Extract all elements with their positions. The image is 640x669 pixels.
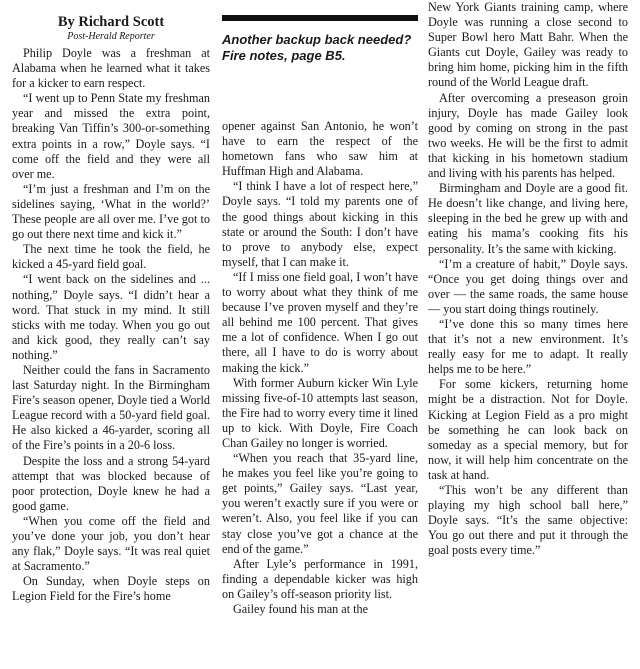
paragraph: “If I miss one field goal, I won’t have to worry about what they think of me because I’ve proven myself and they’re all behind me 100 percent. That gives me a lot of confidence. When I go out there, all I have to do is worry about making the kick.”: [222, 269, 418, 375]
paragraph: Gailey found his man at the: [232, 602, 369, 616]
promo-spacer: [222, 74, 418, 119]
paragraph: Despite the loss and a strong 54-yard attempt that was blocked because of poor protection, Doyle knew he had a good game.: [12, 453, 210, 513]
paragraph: “I think I have a lot of respect here,” Doyle says. “I told my parents one of the good things about kicking in this state or around the South: I don’t have to prove to anybody else, expect myself, that I can make it.: [222, 179, 418, 269]
paragraph: “I went back on the sidelines and ... nothing,” Doyle says. “I didn’t hear a word. That stuck in my mind. It still sticks with me today. When you go out and kick good, they really can’t say nothing.”: [12, 272, 210, 362]
paragraph: “I’ve done this so many times here that it’s not a new environment. It’s really easy for me to adapt. It really helps me to be here.”: [428, 316, 628, 377]
paragraph: With former Auburn kicker Win Lyle missing five-of-10 attempts last season, the Fire had to worry every time it lined up to kick. With Doyle, Fire Coach Chan Gailey no longer is worried.: [222, 375, 418, 450]
paragraph: “I’m just a freshman and I’m on the sidelines saying, ‘What in the world?’ These people are all over me. I’ve got to go out there next time and kick it.”: [12, 181, 210, 242]
paragraph: After overcoming a preseason groin injury, Doyle has made Gailey look good by coming on strong in the past two weeks. He will be the first to admit that kicking in his hometown stadium and living with his parents has helped.: [428, 90, 628, 181]
byline-credit: Post-Herald Reporter: [67, 31, 155, 42]
paragraph: Philip Doyle was a freshman at Alabama when he learned what it takes for a kicker to earn respect.: [12, 46, 210, 91]
promo-headline: Another backup back needed? Fire notes, page B5.: [222, 32, 412, 63]
paragraph: “I’m a creature of habit,” Doyle says. “Once you get doing things over and over — the same roads, the same house — you start doing things routinely.: [428, 256, 628, 316]
paragraph: After Lyle’s performance in 1991, finding a dependable kicker was high on Gailey’s off-season priority list.: [222, 556, 418, 601]
promo-box: [222, 15, 418, 74]
paragraph: For some kickers, returning home might be a distraction. Not for Doyle. Kicking at Legion Field as a pro might be something he can look back on someday as a special memory, but for now, it will help him concentrate on the task at hand.: [428, 377, 628, 482]
paragraph: On Sunday, when Doyle steps on Legion Field for the Fire’s home: [12, 574, 210, 604]
paragraph: The next time he took the field, he kicked a 45-yard field goal.: [12, 242, 210, 272]
article-column-3: [428, 0, 628, 558]
byline: By Richard Scott: [57, 14, 165, 30]
paragraph: opener against San Antonio, he won’t have to earn the respect of the hometown fans who saw him at Huffman High and Alabama.: [222, 119, 418, 179]
article-column-1: [12, 0, 210, 604]
paragraph: “When you come off the field and you’ve done your job, you don’t hear any flak,” Doyle says. “It was real quiet at Sacramento.”: [12, 513, 210, 574]
paragraph: Neither could the fans in Sacramento last Saturday night. In the Birmingham Fire’s season opener, Doyle tied a World League record with a 50-yard field goal. He also kicked a 46-yarder, scoring all of the Fire’s points in a 20-6 loss.: [12, 362, 210, 453]
paragraph: New York Giants training camp, where Doyle was running a close second to Super Bowl hero Matt Bahr. When the Giants cut Doyle, Gailey was ready to bring him home, picking him in the fifth round of the World League draft.: [428, 0, 628, 90]
paragraph: “I went up to Penn State my freshman year and missed the extra point, breaking Van Tiffin’s 300-or-something extra points in a row,” Doyle says. “I come off the field and they were all over me.: [12, 91, 210, 181]
paragraph: “This won’t be any different than playing my high school ball here,” Doyle says. “It’s the same objective: You go out there and put it through the goal posts every time.”: [428, 483, 628, 558]
paragraph: Birmingham and Doyle are a good fit. He doesn’t like change, and living here, sleeping in the bed he grew up with and eating his mama’s cooking fits his personality. It’s the same with kicking.: [428, 181, 628, 256]
paragraph: “When you reach that 35-yard line, he makes you feel like you’re going to get points,” Gailey says. “Last year, you weren’t exactly sure if you were or weren’t. Also, you feel like if you can stay close you’ve got a chance at the end of the game.”: [222, 451, 418, 556]
article-column-2: [222, 0, 418, 617]
